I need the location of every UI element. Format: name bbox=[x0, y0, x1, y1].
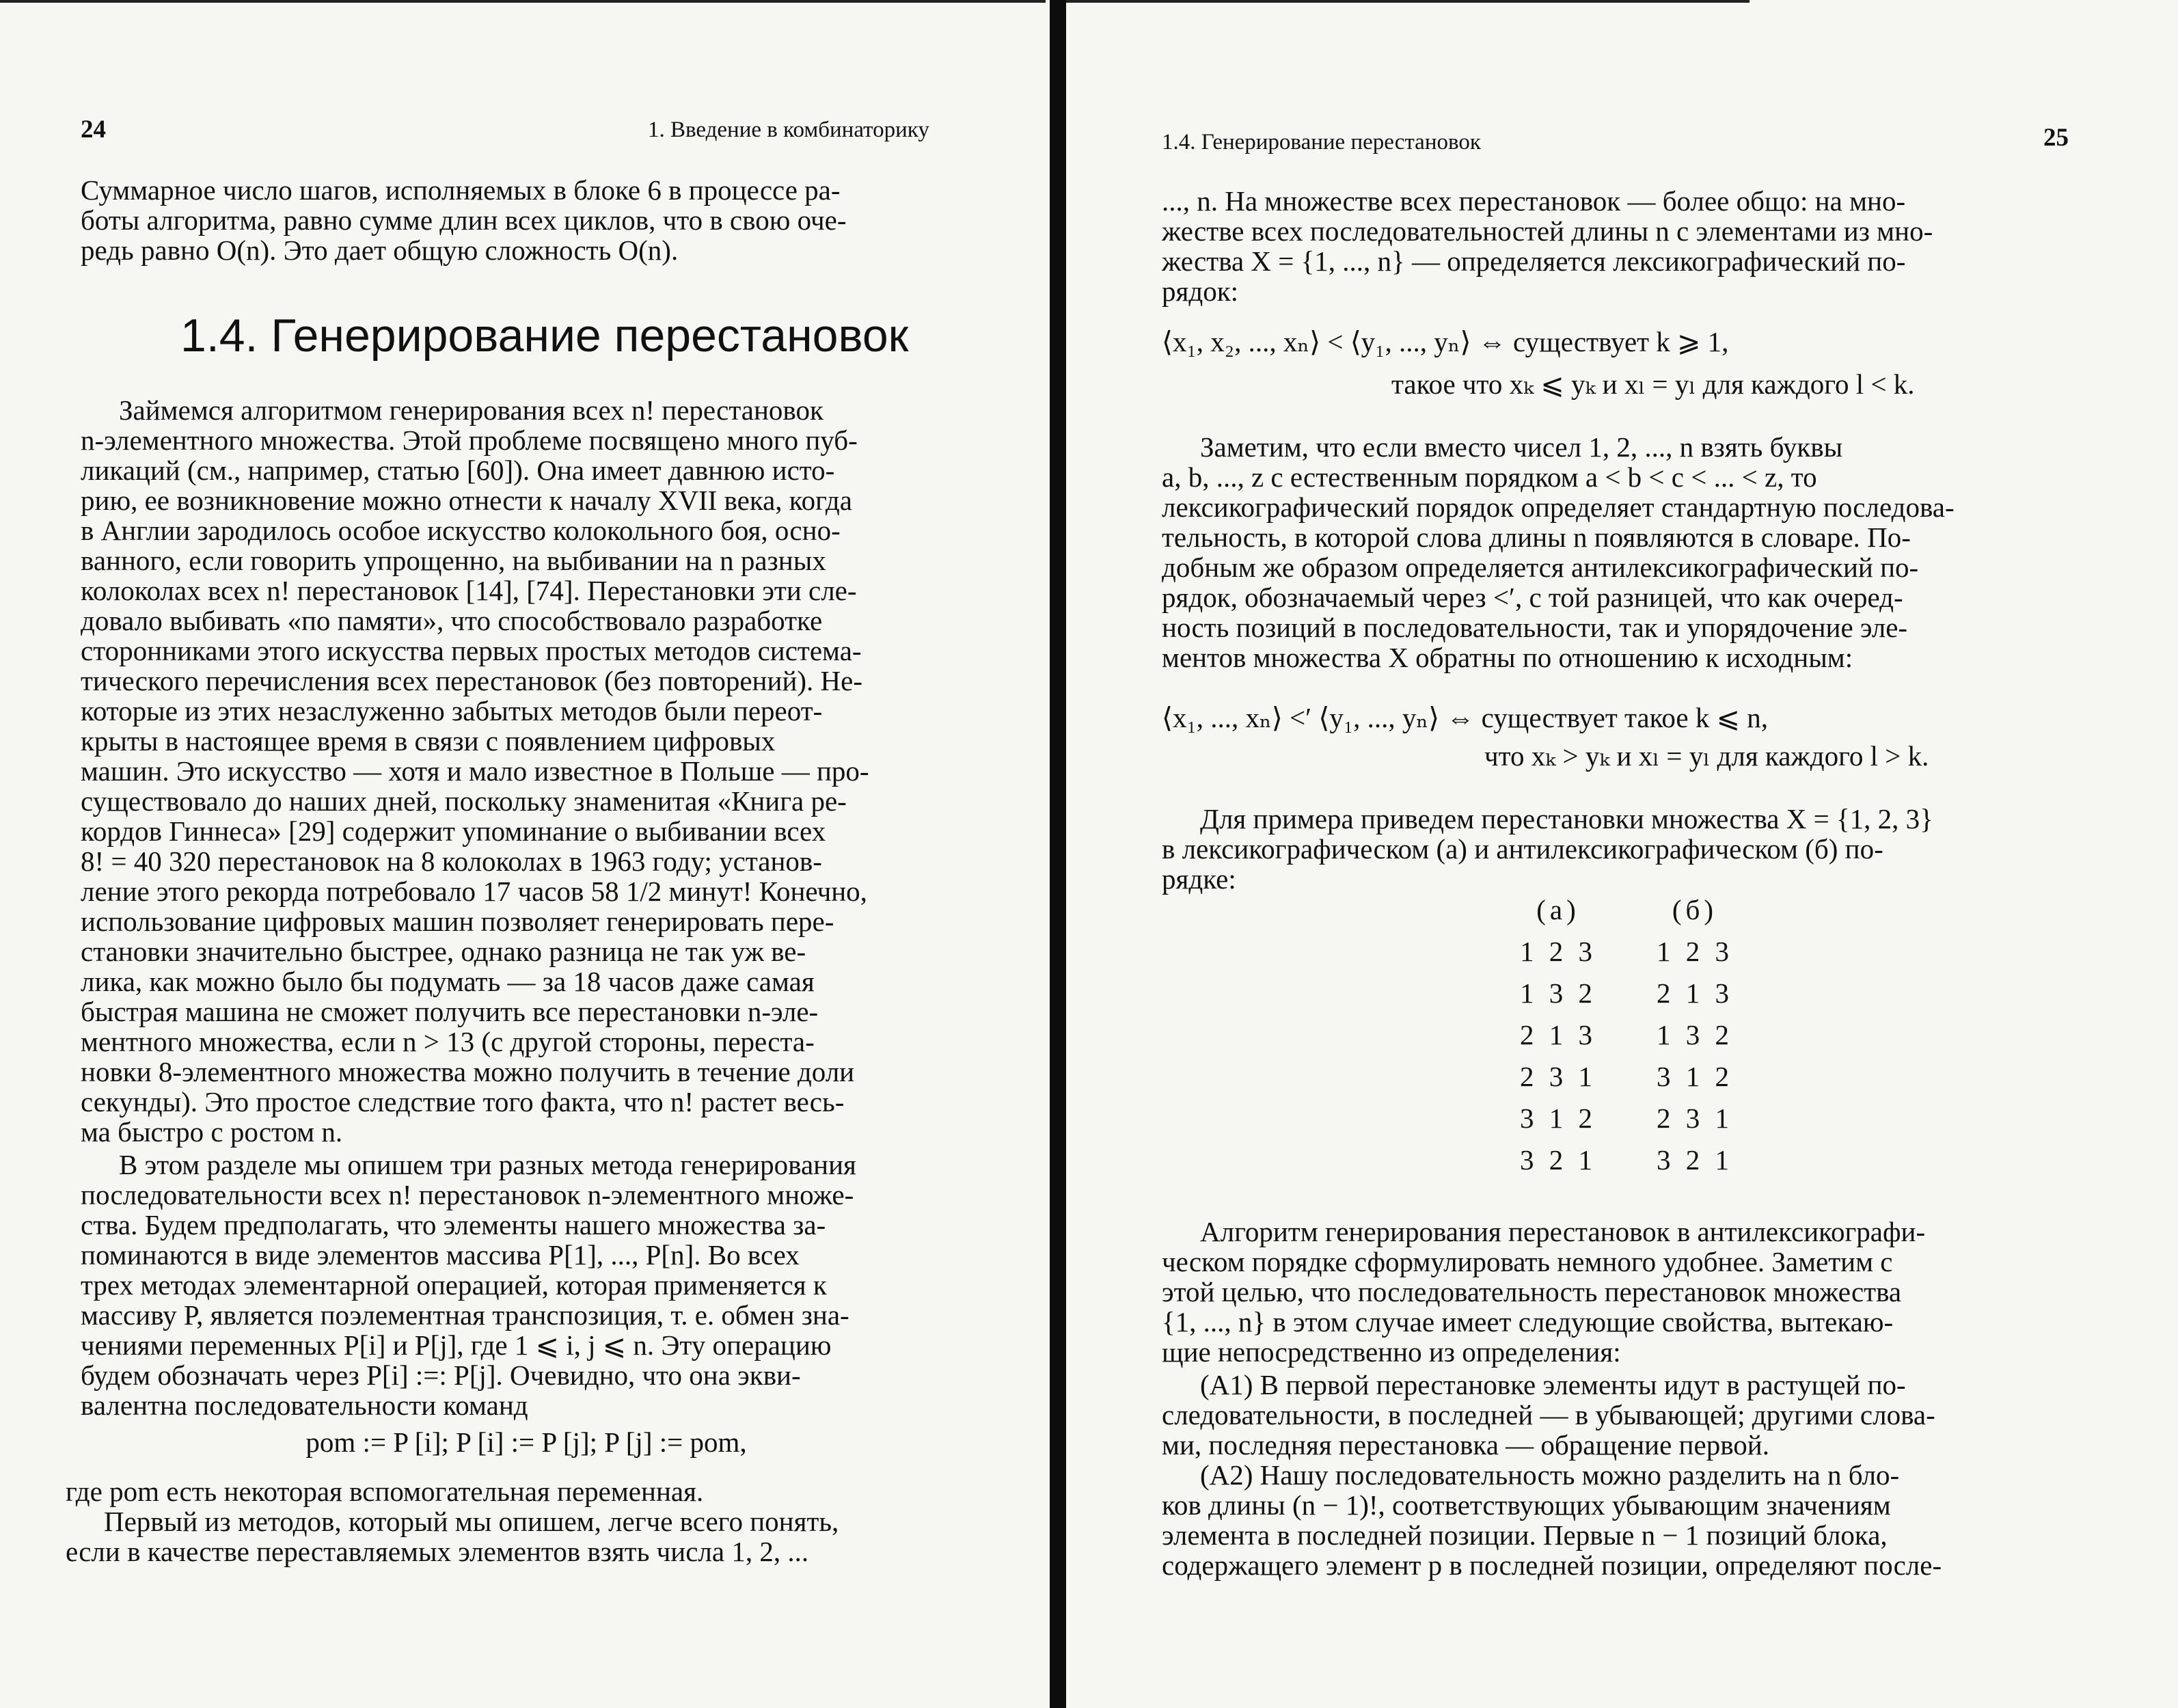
text-line: довало выбивать «по памяти», что способствовало разработке bbox=[81, 605, 823, 636]
table-cell: 3 2 1 bbox=[1520, 1143, 1596, 1176]
paragraph-1 bbox=[81, 395, 990, 1147]
paragraph-3 bbox=[66, 1476, 990, 1567]
paragraph-4 bbox=[1162, 1217, 2105, 1367]
table-cell: 2 1 3 bbox=[1657, 977, 1733, 1009]
intro-paragraph bbox=[81, 175, 990, 265]
page-number: 24 bbox=[81, 116, 106, 144]
antilex-order-formula-line-1: ⟨x₁, ..., xₙ⟩ <′ ⟨y₁, ..., yₙ⟩ ⇔ существует такое k ⩽ n, bbox=[1162, 702, 1768, 733]
table-cell: 1 2 3 bbox=[1657, 935, 1733, 967]
text-line: рию, ее возникновение можно отнести к началу XVII века, когда bbox=[81, 485, 852, 516]
text-line: ликаций (см., например, статью [60]). Она имеет давнюю исто- bbox=[81, 455, 835, 486]
paragraph-3 bbox=[1162, 804, 2105, 894]
text-line: n-элементного множества. Этой проблеме посвящено много пуб- bbox=[81, 424, 858, 456]
table-row bbox=[1490, 1055, 1763, 1097]
table-cell: 1 2 3 bbox=[1520, 935, 1596, 967]
text-line: боты алгоритма, равно сумме длин всех циклов, что в свою оче- bbox=[81, 204, 847, 236]
text-line: секунды). Это простое следствие того факта, что n! растет весь- bbox=[81, 1086, 845, 1117]
column-header-antilex: (б) bbox=[1672, 893, 1718, 925]
text-line: ческом порядке сформулировать немного удобнее. Заметим с bbox=[1162, 1246, 1893, 1277]
table-cell: 3 1 2 bbox=[1657, 1060, 1733, 1092]
text-line: щие непосредственно из определения: bbox=[1162, 1336, 1621, 1368]
table-cell: 1 3 2 bbox=[1657, 1018, 1733, 1050]
text-line: Суммарное число шагов, исполняемых в блоке 6 в процессе ра- bbox=[81, 174, 841, 206]
text-line: Алгоритм генерирования перестановок в антилексикографи- bbox=[1200, 1216, 1926, 1247]
text-line: последовательности всех n! перестановок n-элементного множе- bbox=[81, 1179, 854, 1210]
text-line: рядок, обозначаемый через <′, с той разницей, что как очеред- bbox=[1162, 582, 1903, 613]
text-line: ми, последняя перестановка — обращение первой. bbox=[1162, 1429, 1769, 1461]
text-line: будем обозначать через P[i] :=: P[j]. Очевидно, что она экви- bbox=[81, 1359, 801, 1391]
text-line: лика, как можно было бы подумать — за 18 часов даже самая bbox=[81, 966, 815, 997]
lex-order-formula-line-1: ⟨x₁, x₂, ..., xₙ⟩ < ⟨y₁, ..., yₙ⟩ ⇔ существует k ⩾ 1, bbox=[1162, 326, 1729, 357]
text-line: крыты в настоящее время в связи с появлением цифровых bbox=[81, 725, 776, 757]
text-line: Для примера приведем перестановки множества X = {1, 2, 3} bbox=[1200, 803, 1933, 835]
text-line: в Англии зародилось особое искусство колокольного боя, осно- bbox=[81, 515, 841, 546]
section-title: 1.4. Генерирование перестановок bbox=[180, 310, 909, 362]
text-line: валентна последовательности команд bbox=[81, 1390, 528, 1421]
text-line: кордов Гиннеса» [29] содержит упоминание о выбивании всех bbox=[81, 815, 826, 847]
property-a1 bbox=[1162, 1370, 2105, 1460]
text-line: {1, ..., n} в этом случае имеет следующие свойства, вытекаю- bbox=[1162, 1306, 1894, 1338]
property-a2 bbox=[1162, 1460, 2105, 1580]
text-line: трех методах элементарной операцией, которая применяется к bbox=[81, 1269, 827, 1301]
text-line: 8! = 40 320 перестановок на 8 колоколах в 1963 году; установ- bbox=[81, 845, 822, 877]
text-line: быстрая машина не сможет получить все перестановки n-эле- bbox=[81, 996, 819, 1027]
text-line: элемента в последней позиции. Первые n − 1 позиций блока, bbox=[1162, 1519, 1888, 1551]
antilex-order-formula-line-2: что xₖ > yₖ и xₗ = yₗ для каждого l > k. bbox=[1484, 740, 1929, 772]
lex-order-formula-line-2: такое что xₖ ⩽ yₖ и xₗ = yₗ для каждого l < k. bbox=[1391, 368, 1915, 400]
permutation-table bbox=[1490, 889, 1763, 1180]
table-cell: 2 3 1 bbox=[1520, 1060, 1596, 1092]
table-row bbox=[1490, 1139, 1763, 1180]
text-line: использование цифровых машин позволяет генерировать пере- bbox=[81, 906, 834, 937]
text-line: тельность, в которой слова длины n появляются в словаре. По- bbox=[1162, 521, 1911, 553]
text-line: жестве всех последовательностей длины n с элементами из мно- bbox=[1162, 215, 1933, 247]
book-gutter bbox=[1050, 0, 1066, 1708]
text-line: ментного множества, если n > 13 (с другой стороны, переста- bbox=[81, 1026, 815, 1057]
text-line: в лексикографическом (а) и антилексикографическом (б) по- bbox=[1162, 833, 1883, 865]
text-line: Заметим, что если вместо чисел 1, 2, ..., n взять буквы bbox=[1200, 431, 1843, 463]
text-line: ванного, если говорить упрощенно, на выбивании на n разных bbox=[81, 545, 826, 576]
swap-formula: pom := P [i]; P [i] := P [j]; P [j] := pom, bbox=[305, 1426, 747, 1458]
text-line: Займемся алгоритмом генерирования всех n! перестановок bbox=[119, 394, 823, 426]
table-cell: 1 3 2 bbox=[1520, 977, 1596, 1009]
text-line: a, b, ..., z с естественным порядком a < b < c < ... < z, то bbox=[1162, 461, 1817, 493]
text-line: ..., n. На множестве всех перестановок — более общо: на мно- bbox=[1162, 185, 1906, 217]
table-row bbox=[1490, 972, 1763, 1014]
text-line: ма быстро с ростом n. bbox=[81, 1116, 343, 1148]
text-line: тического перечисления всех перестановок (без повторений). Не- bbox=[81, 665, 862, 696]
table-header-row bbox=[1490, 889, 1763, 930]
table-cell: 2 3 1 bbox=[1657, 1102, 1733, 1134]
table-cell: 3 2 1 bbox=[1657, 1143, 1733, 1176]
left-page bbox=[0, 0, 1052, 1708]
text-line: этой целью, что последовательность перестановок множества bbox=[1162, 1276, 1902, 1307]
top-edge-line bbox=[1066, 0, 1750, 3]
text-line: добным же образом определяется антилексикографический по- bbox=[1162, 552, 1919, 583]
text-line: массиву P, является поэлементная транспозиция, т. е. обмен зна- bbox=[81, 1299, 849, 1331]
text-line: колоколах всех n! перестановок [14], [74]. Перестановки эти сле- bbox=[81, 575, 857, 606]
text-line: ментов множества X обратны по отношению к исходным: bbox=[1162, 642, 1853, 673]
text-line: Первый из методов, который мы опишем, легче всего понять, bbox=[104, 1506, 839, 1537]
text-line: поминаются в виде элементов массива P[1], ..., P[n]. Во всех bbox=[81, 1239, 800, 1271]
table-row bbox=[1490, 1097, 1763, 1139]
text-line: существовало до наших дней, поскольку знаменитая «Книга ре- bbox=[81, 785, 847, 817]
text-line: становки значительно быстрее, однако разница не так уж ве- bbox=[81, 936, 806, 967]
text-line: где pom есть некоторая вспомогательная переменная. bbox=[66, 1476, 704, 1507]
running-head: 1.4. Генерирование перестановок bbox=[1162, 130, 1481, 154]
table-row bbox=[1490, 1014, 1763, 1055]
text-line: содержащего элемент p в последней позиции, определяют после- bbox=[1162, 1549, 1942, 1581]
text-line: ление этого рекорда потребовало 17 часов 58 1/2 минут! Конечно, bbox=[81, 876, 867, 907]
paragraph-2 bbox=[81, 1150, 990, 1420]
table-cell: 2 1 3 bbox=[1520, 1018, 1596, 1050]
paragraph-2 bbox=[1162, 432, 2105, 673]
text-line: лексикографический порядок определяет стандартную последова- bbox=[1162, 491, 1955, 523]
page-number: 25 bbox=[2043, 124, 2069, 152]
table-cell: 3 1 2 bbox=[1520, 1102, 1596, 1134]
text-line: ства. Будем предполагать, что элементы нашего множества за- bbox=[81, 1209, 826, 1241]
running-head: 1. Введение в комбинаторику bbox=[648, 118, 929, 142]
text-line: редь равно O(n). Это дает общую сложность O(n). bbox=[81, 234, 679, 266]
text-line: если в качестве переставляемых элементов взять числа 1, 2, ... bbox=[66, 1536, 809, 1567]
text-line: ность позиций в последовательности, так и упорядочение эле- bbox=[1162, 612, 1908, 643]
right-page bbox=[1066, 0, 2178, 1708]
table-row bbox=[1490, 930, 1763, 972]
text-line: жества X = {1, ..., n} — определяется лексикографический по- bbox=[1162, 245, 1906, 277]
text-line: (A1) В первой перестановке элементы идут в растущей по- bbox=[1200, 1369, 1906, 1400]
text-line: В этом разделе мы опишем три разных метода генерирования bbox=[119, 1149, 856, 1180]
text-line: рядке: bbox=[1162, 863, 1236, 895]
text-line: следовательности, в последней — в убывающей; другими слова- bbox=[1162, 1399, 1935, 1431]
text-line: которые из этих незаслуженно забытых методов были переот- bbox=[81, 695, 823, 727]
text-line: сторонниками этого искусства первых простых методов система- bbox=[81, 635, 862, 666]
text-line: рядок: bbox=[1162, 275, 1239, 307]
text-line: чениями переменных P[i] и P[j], где 1 ⩽ i, j ⩽ n. Эту операцию bbox=[81, 1329, 832, 1361]
text-line: машин. Это искусство — хотя и мало известное в Польше — про- bbox=[81, 755, 869, 787]
column-header-lex: (а) bbox=[1536, 893, 1580, 925]
paragraph-1 bbox=[1162, 186, 2105, 306]
top-edge-line bbox=[0, 0, 1046, 3]
text-line: новки 8-элементного множества можно получить в течение доли bbox=[81, 1056, 855, 1087]
text-line: ков длины (n − 1)!, соответствующих убывающим значениям bbox=[1162, 1489, 1891, 1521]
text-line: (A2) Нашу последовательность можно разделить на n бло- bbox=[1200, 1459, 1900, 1491]
